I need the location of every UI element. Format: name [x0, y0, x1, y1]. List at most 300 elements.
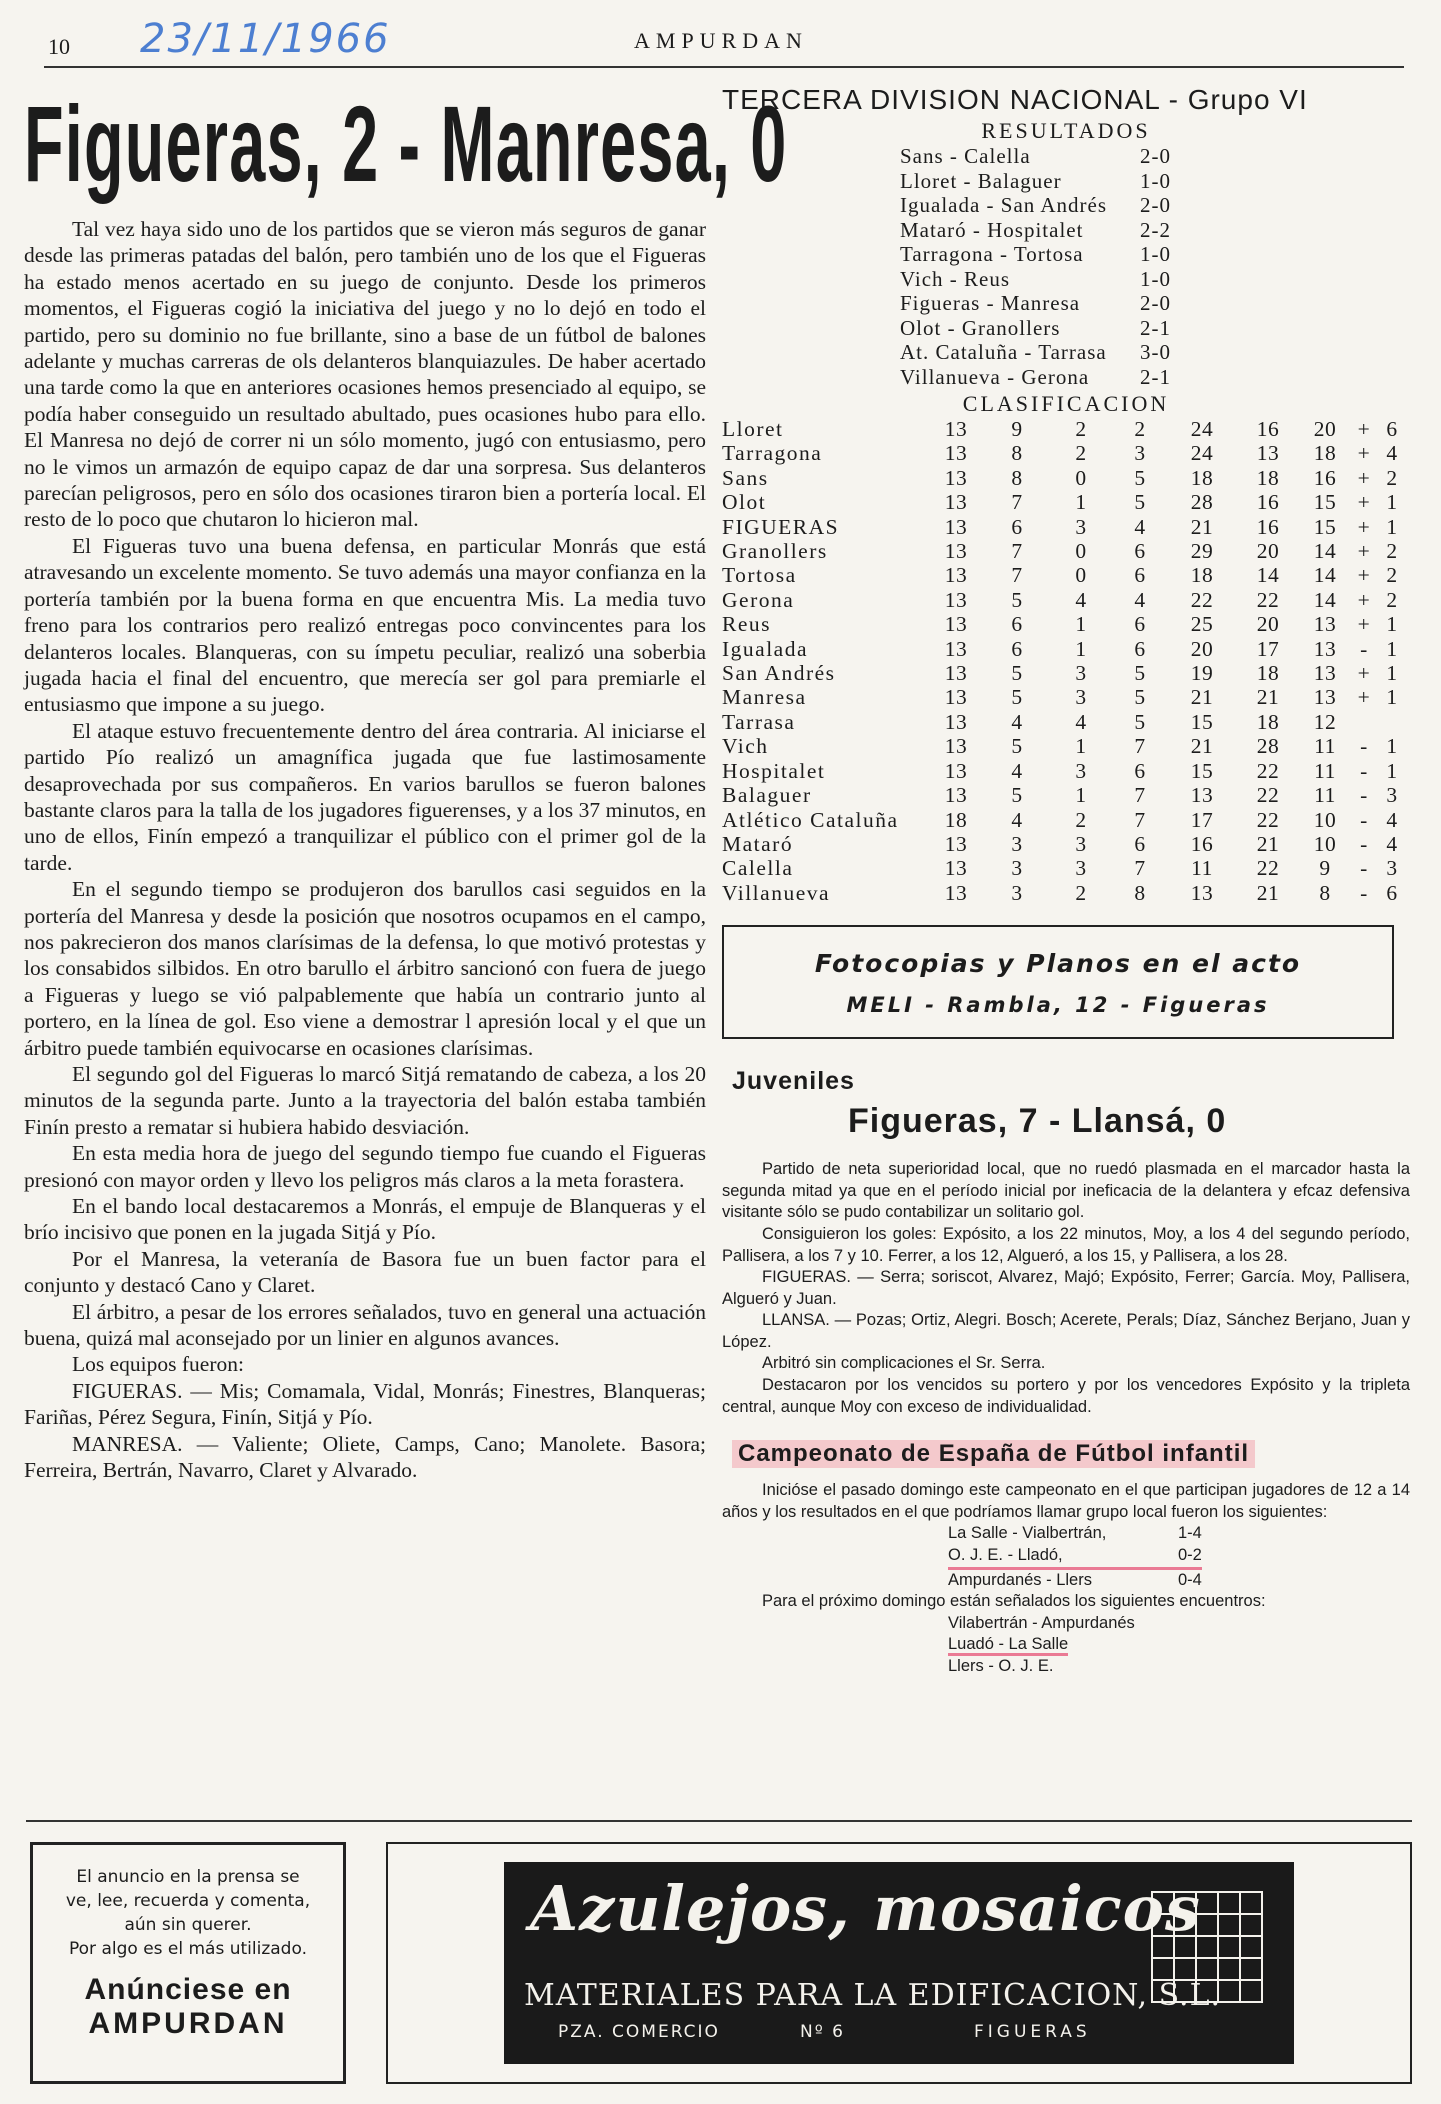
standings-p: 6: [1134, 758, 1146, 783]
meli-ad-line1: Fotocopias y Planos en el acto: [814, 949, 1302, 979]
standings-s: -: [1360, 758, 1368, 783]
tile-grid-icon: [1142, 1882, 1272, 2012]
standings-e: 1: [1075, 612, 1087, 637]
standings-s: -: [1360, 783, 1368, 808]
header-rule: [44, 66, 1404, 68]
standings-pts: 9: [1319, 856, 1331, 881]
standings-e: 2: [1075, 417, 1087, 441]
standings-pj: 13: [944, 880, 968, 905]
result-row: [900, 316, 1200, 341]
standings-gc: 16: [1256, 514, 1280, 539]
result-match: Lloret - Balaguer: [900, 168, 1062, 193]
standings-g: 4: [1011, 709, 1023, 734]
result-score: 2-1: [1140, 364, 1171, 389]
standings-gf: 13: [1190, 880, 1214, 905]
standings-d: 4: [1386, 807, 1398, 832]
standings-gc: 18: [1256, 661, 1280, 686]
standings-g: 9: [1011, 417, 1023, 441]
standings-gf: 20: [1190, 636, 1214, 661]
standings-team: FIGUERAS: [722, 514, 840, 539]
standings-pj: 13: [944, 734, 968, 759]
standings-p: 2: [1134, 417, 1146, 441]
azulejos-ad-number: Nº 6: [800, 2022, 845, 2042]
standings-g: 7: [1011, 490, 1023, 515]
standings-pj: 13: [944, 465, 968, 490]
article-paragraph: El Figueras tuvo una buena defensa, en particular Monrás que está atravesando un excelente momento. Se tuvo además una mayor confianza en la portería también por la buena forma en que encuentra Mis. La media tuvo freno para los contrarios pero realizó entregas poco convincentes para los delanteros locales. Blanqueras, con su ímpetu peculiar, realizó una soberbia jugada hacia el final del encuentro, que merecía ser gol para premiarle el entusiasmo que impone a su juego.: [24, 533, 706, 717]
standings-g: 5: [1011, 783, 1023, 808]
standings-gc: 20: [1256, 539, 1280, 564]
result-row: [900, 291, 1200, 316]
standings-gc: 20: [1256, 612, 1280, 637]
prensa-ad-line: El anuncio en la prensa se: [76, 1867, 300, 1887]
standings-team: Olot: [722, 490, 767, 515]
standings-gf: 17: [1190, 807, 1214, 832]
standings-d: 2: [1386, 539, 1398, 564]
result-row: [900, 169, 1200, 194]
standings-d: 1: [1386, 636, 1398, 661]
standings-g: 7: [1011, 563, 1023, 588]
standings-pts: 14: [1313, 539, 1337, 564]
standings-e: 3: [1075, 661, 1087, 686]
standings-pj: 13: [944, 831, 968, 856]
standings-pj: 13: [944, 441, 968, 466]
standings-gf: 21: [1190, 734, 1214, 759]
standings-d: 6: [1386, 417, 1398, 441]
standings-pj: 13: [944, 661, 968, 686]
standings-s: -: [1360, 880, 1368, 905]
azulejos-ad-company: MATERIALES PARA LA EDIFICACION, S.L.: [524, 1978, 1222, 2013]
standings-p: 7: [1134, 783, 1146, 808]
infantil-result-score: 0-2: [1178, 1545, 1202, 1570]
standings-d: [1378, 710, 1406, 734]
bottom-rule: [26, 1820, 1412, 1822]
standings-p: 7: [1134, 807, 1146, 832]
article-paragraph: MANRESA. — Valiente; Oliete, Camps, Cano; Manolete. Basora; Ferreira, Bertrán, Navarro, Claret y Alvarado.: [24, 1431, 706, 1483]
prensa-ad-text: [33, 1865, 343, 1961]
standings-p: 5: [1134, 709, 1146, 734]
infantil-intro-block: [722, 1480, 1410, 1523]
standings-s: -: [1360, 807, 1368, 832]
standings-gf: 22: [1190, 587, 1214, 612]
standings-s: +: [1357, 441, 1371, 466]
standings-p: 7: [1134, 734, 1146, 759]
standings-row: [722, 759, 1410, 783]
standings-row: [722, 588, 1410, 612]
standings-row: [722, 441, 1410, 465]
standings-row: [722, 466, 1410, 490]
standings-g: 6: [1011, 636, 1023, 661]
standings-gf: 19: [1190, 661, 1214, 686]
result-row: [900, 365, 1200, 390]
standings-d: 1: [1386, 758, 1398, 783]
result-match: Vich - Reus: [900, 266, 1011, 291]
result-score: 3-0: [1140, 340, 1171, 364]
juveniles-body: [722, 1159, 1410, 1418]
standings-s: -: [1360, 734, 1368, 759]
standings-e: 2: [1075, 880, 1087, 905]
standings-row: [722, 734, 1410, 758]
standings-d: 1: [1386, 734, 1398, 759]
result-match: Olot - Granollers: [900, 315, 1061, 340]
infantil-next-match: Luadó - La Salle: [948, 1635, 1068, 1656]
standings-g: 7: [1011, 539, 1023, 564]
azulejos-ad-address: PZA. COMERCIO: [558, 2022, 720, 2042]
article-paragraph: Los equipos fueron:: [72, 1352, 244, 1377]
standings-p: 7: [1134, 856, 1146, 881]
page-header: [44, 16, 1404, 62]
standings-gc: 22: [1256, 758, 1280, 783]
standings-p: 6: [1134, 831, 1146, 856]
standings-row: [722, 832, 1410, 856]
juveniles-headline: Figueras, 7 - Llansá, 0: [848, 1102, 1227, 1141]
prensa-ad-line: ve, lee, recuerda y comenta,: [65, 1891, 311, 1911]
standings-team: Atlético Cataluña: [722, 807, 899, 832]
standings-pj: 13: [944, 758, 968, 783]
standings-pj: 13: [944, 636, 968, 661]
standings-gf: 28: [1190, 490, 1214, 515]
standings-pj: 13: [944, 587, 968, 612]
standings-gc: 22: [1256, 807, 1280, 832]
standings-d: 3: [1386, 856, 1398, 881]
standings-row: [722, 685, 1410, 709]
standings-g: 6: [1011, 514, 1023, 539]
standings-g: 8: [1011, 465, 1023, 490]
standings-p: 5: [1134, 685, 1146, 710]
juveniles-paragraph: Consiguieron los goles: Expósito, a los 22 minutos, Moy, a los 4 del segundo período, Pallisera, a los 7 y 10. Ferrer, a los 12, Algueró, a los 15, y Pallisera, a los 28.: [722, 1224, 1410, 1265]
infantil-result-match: La Salle - Vialbertrán,: [948, 1524, 1107, 1543]
result-row: [900, 193, 1200, 218]
juveniles-paragraph: Destacaron por los vencidos su portero y por los vencedores Expósito y la tripleta central, aunque Moy con exceso de individualidad.: [722, 1376, 1410, 1416]
standings-row: [722, 710, 1410, 734]
standings-d: 2: [1386, 465, 1398, 490]
standings-g: 3: [1011, 880, 1023, 905]
standings-d: 1: [1386, 661, 1398, 686]
standings-row: [722, 661, 1410, 685]
standings-e: 3: [1075, 685, 1087, 710]
standings-s: +: [1357, 490, 1371, 515]
standings-e: 0: [1075, 465, 1087, 490]
standings-d: 1: [1386, 612, 1398, 637]
standings-p: 3: [1134, 441, 1146, 466]
article-paragraph: Por el Manresa, la veteranía de Basora fue un buen factor para el conjunto y destacó Cano y Claret.: [24, 1246, 706, 1298]
standings-row: [722, 539, 1410, 563]
article-paragraph: El árbitro, a pesar de los errores señalados, tuvo en general una actuación buena, quizá mal aconsejado por un linier en algunos avances.: [24, 1299, 706, 1351]
standings-s: -: [1360, 636, 1368, 661]
standings-team: San Andrés: [722, 661, 836, 686]
standings-team: Hospitalet: [722, 758, 826, 783]
azulejos-advertisement: [386, 1842, 1412, 2084]
standings-pts: 18: [1313, 441, 1337, 466]
page-number: 10: [48, 34, 70, 59]
standings-pj: 13: [944, 514, 968, 539]
result-row: [900, 144, 1200, 169]
standings-pts: 10: [1313, 807, 1337, 832]
standings-s: +: [1357, 587, 1371, 612]
standings-p: 8: [1134, 880, 1146, 905]
standings-p: 6: [1134, 563, 1146, 588]
standings-pj: 13: [944, 709, 968, 734]
standings-team: Tarrasa: [722, 709, 796, 734]
standings-pts: 11: [1314, 783, 1336, 808]
infantil-result-match: O. J. E. - Lladó,: [948, 1545, 1178, 1570]
standings-g: 3: [1011, 831, 1023, 856]
meli-ad-line2: MELI - Rambla, 12 - Figueras: [846, 993, 1270, 1018]
standings-pj: 13: [944, 856, 968, 881]
result-row: [900, 267, 1200, 292]
standings-p: 6: [1134, 612, 1146, 637]
standings-row: [722, 808, 1410, 832]
standings-gc: 22: [1256, 587, 1280, 612]
standings-pts: 13: [1313, 661, 1337, 686]
standings-g: 8: [1011, 441, 1023, 466]
result-score: 2-1: [1140, 315, 1171, 340]
article-paragraph: FIGUERAS. — Mis; Comamala, Vidal, Monrás; Finestres, Blanqueras; Fariñas, Pérez Segura, Finín, Sitjá y Pío.: [24, 1378, 706, 1430]
league-title: TERCERA DIVISION NACIONAL - Grupo VI: [722, 84, 1308, 115]
standings-gf: 29: [1190, 539, 1214, 564]
standings-s: +: [1357, 612, 1371, 637]
standings-row: [722, 881, 1410, 905]
result-score: 2-0: [1140, 291, 1171, 315]
standings-team: Villanueva: [722, 880, 831, 905]
standings-d: 2: [1386, 587, 1398, 612]
standings-row: [722, 783, 1410, 807]
azulejos-ad-city: FIGUERAS: [974, 2022, 1091, 2042]
standings-row: [722, 515, 1410, 539]
standings-s: +: [1357, 417, 1371, 441]
standings-pts: 14: [1313, 563, 1337, 588]
standings-pj: 13: [944, 783, 968, 808]
standings-g: 3: [1011, 856, 1023, 881]
article-paragraph: En esta media hora de juego del segundo tiempo fue cuando el Figueras presionó con mayor orden y llevo los peligros más claros a la meta forastera.: [24, 1141, 706, 1192]
standings-team: Manresa: [722, 685, 807, 710]
standings-pj: 13: [944, 417, 968, 441]
result-match: At. Cataluña - Tarrasa: [900, 340, 1107, 364]
standings-e: 3: [1075, 514, 1087, 539]
standings-gc: 21: [1256, 685, 1280, 710]
standings-row: [722, 856, 1410, 880]
standings-g: 4: [1011, 807, 1023, 832]
azulejos-ad-title: Azulejos, mosaicos: [530, 1872, 1201, 1945]
infantil-intro: Inicióse el pasado domingo este campeonato en el que participan jugadores de 12 a 14 años y los resultados en el que podríamos llamar grupo local fueron los siguientes:: [722, 1481, 1410, 1521]
result-match: Tarragona - Tortosa: [900, 242, 1084, 266]
result-score: 1-0: [1140, 168, 1171, 193]
standings-team: Gerona: [722, 587, 795, 612]
standings-pj: 13: [944, 490, 968, 515]
standings-e: 2: [1075, 441, 1087, 466]
standings-gf: 21: [1190, 685, 1214, 710]
standings-team: Mataró: [722, 831, 794, 856]
infantil-next-row: [948, 1656, 1410, 1678]
standings-p: 5: [1134, 490, 1146, 515]
standings-team: Balaguer: [722, 783, 812, 808]
standings-pts: 14: [1313, 587, 1337, 612]
standings-e: 1: [1075, 636, 1087, 661]
infantil-result-score: 1-4: [1178, 1524, 1202, 1543]
standings-p: 6: [1134, 539, 1146, 564]
article-paragraph: El ataque estuvo frecuentemente dentro del área contraria. Al iniciarse el partido Pío realizó un amagnífica jugada que fue lastimosamente desaprovechada por sus compañeros. En varios barullos se fueron balones bastante claros para la talla de los jugadores figuerenses, y a los 37 minutos, en uno de ellos, Finín empezó a tranquilizar el público con el primer gol de la tarde.: [24, 718, 706, 875]
results-heading: RESULTADOS: [981, 118, 1151, 143]
standings-gf: 11: [1191, 856, 1213, 881]
standings-gf: 18: [1190, 563, 1214, 588]
result-row: [900, 242, 1200, 267]
result-match: Villanueva - Gerona: [900, 364, 1090, 389]
result-score: 2-0: [1140, 144, 1171, 168]
standings-pj: 13: [944, 563, 968, 588]
standings-team: Tarragona: [722, 441, 823, 466]
juveniles-paragraph: Arbitró sin complicaciones el Sr. Serra.: [762, 1354, 1046, 1373]
infantil-next-block: [722, 1591, 1410, 1613]
standings-g: 5: [1011, 661, 1023, 686]
standings-e: 1: [1075, 783, 1087, 808]
standings-gc: 18: [1256, 465, 1280, 490]
infantil-next-match: Vilabertrán - Ampurdanés: [948, 1613, 1135, 1632]
standings-gc: 14: [1256, 563, 1280, 588]
infantil-next-matches: [722, 1613, 1410, 1678]
standings-row: [722, 612, 1410, 636]
infantil-next-row: [948, 1613, 1410, 1635]
result-row: [900, 218, 1200, 243]
standings-g: 5: [1011, 685, 1023, 710]
handwritten-date: 23/11/1966: [140, 16, 391, 62]
standings-gf: 21: [1190, 514, 1214, 539]
standings-pj: 13: [944, 539, 968, 564]
standings-row: [722, 417, 1410, 441]
standings-gc: 21: [1256, 880, 1280, 905]
standings-d: 1: [1386, 490, 1398, 515]
infantil-result-score: 0-4: [1178, 1570, 1202, 1589]
standings-g: 5: [1011, 587, 1023, 612]
standings-e: 0: [1075, 563, 1087, 588]
juveniles-label: Juveniles: [732, 1067, 855, 1096]
azulejos-ad-panel: [504, 1862, 1294, 2064]
standings-e: 3: [1075, 856, 1087, 881]
standings-pts: 15: [1313, 514, 1337, 539]
standings-pts: 13: [1313, 636, 1337, 661]
standings-gf: 24: [1190, 441, 1214, 466]
standings-e: 1: [1075, 734, 1087, 759]
standings-pj: 18: [944, 807, 968, 832]
standings-pts: 20: [1313, 417, 1337, 441]
juveniles-paragraph: Partido de neta superioridad local, que no ruedó plasmada en el marcador hasta la segunda mitad ya que en el período inicial por ineficacia de la delantera y efcaz defensiva visitante sólo se pudo contabilizar un solitario gol.: [722, 1160, 1410, 1222]
standings-team: Vich: [722, 734, 769, 759]
standings-s: +: [1357, 465, 1371, 490]
standings-row: [722, 490, 1410, 514]
prensa-ad-bold2: AMPURDAN: [88, 2007, 288, 2040]
standings-pts: 10: [1313, 831, 1337, 856]
standings-d: 1: [1386, 685, 1398, 710]
result-score: 2-2: [1140, 217, 1171, 242]
standings-gf: 15: [1190, 709, 1214, 734]
standings-s: +: [1357, 661, 1371, 686]
standings-gc: 21: [1256, 831, 1280, 856]
main-headline: Figueras, 2 - Manresa, 0: [24, 83, 788, 204]
standings-team: Sans: [722, 465, 769, 490]
standings-e: 3: [1075, 758, 1087, 783]
standings-gf: 18: [1190, 465, 1214, 490]
standings-gc: 17: [1256, 636, 1280, 661]
standings-s: [1350, 710, 1378, 734]
result-row: [900, 340, 1200, 365]
standings-pts: 11: [1314, 758, 1336, 783]
standings-d: 2: [1386, 563, 1398, 588]
standings-s: -: [1360, 831, 1368, 856]
article-paragraph: Tal vez haya sido uno de los partidos que se vieron más seguros de ganar desde las primeras patadas del balón, pero también uno de los que el Figueras ha estado menos acertado en su juego de conjunto. Desde los primeros momentos, el Figueras cogió la iniciativa del juego y no lo dejó en todo el partido, pero su dominio no fue brillante, sino a base de un fútbol de balones adelante y muchas carreras de ols delanteros blanquiazules. De haber acertado una tarde como la que en anteriores ocasiones hemos presenciado al equipo, se podía haber conseguido un resultado abultado, pues ocasiones hubo para ello. El Manresa no dejó de correr ni un sólo momento, jugó con entusiasmo, pero no le vimos un armazón de equipo capaz de dar una sorpresa. Sus delanteros parecían peligrosos, pero en sólo dos ocasiones tiraron bien a portería local. El resto de lo poco que chutaron lo hicieron mal.: [24, 217, 706, 532]
standings-heading: CLASIFICACION: [962, 391, 1170, 416]
standings-team: Reus: [722, 612, 771, 637]
standings-gf: 24: [1190, 417, 1214, 441]
prensa-ad-bold1: Anúnciese en: [84, 1973, 292, 2006]
standings-e: 3: [1075, 831, 1087, 856]
standings-p: 5: [1134, 661, 1146, 686]
juveniles-paragraph: FIGUERAS. — Serra; soriscot, Alvarez, Majó; Expósito, Ferrer; García. Moy, Pallisera, Algueró y Juan.: [722, 1268, 1410, 1308]
standings-team: Calella: [722, 856, 794, 881]
standings-s: +: [1357, 685, 1371, 710]
standings-pts: 12: [1313, 709, 1337, 734]
standings-team: Granollers: [722, 539, 828, 564]
standings-gf: 16: [1190, 831, 1214, 856]
standings-pj: 13: [944, 612, 968, 637]
main-article-body: [24, 216, 706, 1484]
standings-e: 4: [1075, 709, 1087, 734]
result-match: Mataró - Hospitalet: [900, 217, 1084, 242]
standings-gf: 13: [1190, 783, 1214, 808]
prensa-advertisement: [30, 1842, 346, 2084]
standings-gc: 13: [1256, 441, 1280, 466]
result-match: Figueras - Manresa: [900, 291, 1081, 315]
standings-gf: 15: [1190, 758, 1214, 783]
standings-pts: 16: [1313, 465, 1337, 490]
standings-team: Tortosa: [722, 563, 797, 588]
newspaper-name: AMPURDAN: [634, 28, 808, 53]
standings-pts: 15: [1313, 490, 1337, 515]
standings-d: 6: [1386, 880, 1398, 905]
result-score: 1-0: [1140, 242, 1171, 266]
standings-gc: 22: [1256, 856, 1280, 881]
standings-gc: 18: [1256, 709, 1280, 734]
standings-s: +: [1357, 539, 1371, 564]
standings-d: 3: [1386, 783, 1398, 808]
standings-team: Igualada: [722, 636, 809, 661]
standings-e: 4: [1075, 587, 1087, 612]
infantil-result-row: [948, 1523, 1410, 1545]
standings-s: -: [1360, 856, 1368, 881]
infantil-next-row: [948, 1634, 1410, 1656]
standings-gc: 22: [1256, 783, 1280, 808]
infantil-result-row: [948, 1545, 1410, 1570]
standings-gc: 16: [1256, 490, 1280, 515]
meli-advertisement: [722, 925, 1394, 1039]
standings-team: Lloret: [722, 417, 784, 441]
standings-pts: 13: [1313, 612, 1337, 637]
standings-gf: 25: [1190, 612, 1214, 637]
result-score: 1-0: [1140, 266, 1171, 291]
standings-g: 6: [1011, 612, 1023, 637]
standings-gc: 16: [1256, 417, 1280, 441]
article-paragraph: En el bando local destacaremos a Monrás, el empuje de Blanqueras y el brío incisivo que ponen en la jugada Sitjá y Pío.: [24, 1194, 706, 1245]
article-paragraph: En el segundo tiempo se produjeron dos barullos casi seguidos en la portería del Manresa y desde la posición que nosotros ocupamos en el campo, nos pakrecieron dos manos clarísimas de la defensa, lo que motivó protestas y los consabidos silbidos. En otro barullo el árbitro sancionó con fuera de juego a Figueras y luego se vió palpablemente que había un contrario junto al portero, en la línea de gol. Eso viene a demostrar l apresión local y el que un árbitro puede también equivocarse en ocasiones clarísimas.: [24, 877, 706, 1060]
standings-pj: 13: [944, 685, 968, 710]
standings-s: +: [1357, 514, 1371, 539]
prensa-ad-line: aún sin querer.: [124, 1915, 252, 1935]
standings-e: 0: [1075, 539, 1087, 564]
infantil-next-intro: Para el próximo domingo están señalados los siguientes encuentros:: [762, 1592, 1266, 1611]
standings-s: +: [1357, 563, 1371, 588]
standings-g: 5: [1011, 734, 1023, 759]
infantil-results: [722, 1523, 1410, 1591]
standings-d: 4: [1386, 441, 1398, 466]
juveniles-paragraph: LLANSA. — Pozas; Ortiz, Alegri. Bosch; Acerete, Perals; Díaz, Sánchez Berjano, Juan y López.: [722, 1311, 1410, 1351]
infantil-headline: Campeonato de España de Fútbol infantil: [732, 1440, 1255, 1468]
